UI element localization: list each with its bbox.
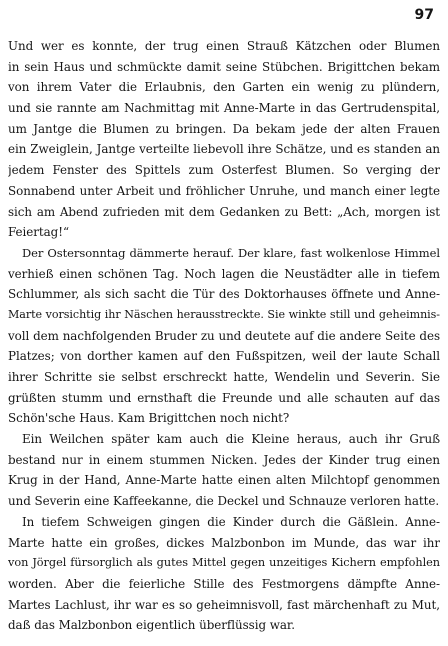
text-line: und sie rannte am Nachmittag mit Anne-Marte in das Gertrudenspital, [8,101,440,116]
text-line: Martes Lachlust, ihr war es so geheimnisvoll, fast märchenhaft zu Mut, [8,597,440,612]
text-line: worden. Aber die feierliche Stille des Festmorgens dämpfte Anne- [8,576,440,591]
text-line: von ihrem Vater die Erlaubnis, den Garten ein wenig zu plündern, [8,80,440,95]
text-line: Marte vorsichtig ihr Näschen herausstreckte. Sie winkte still und geheimnis- [8,307,440,321]
text-line: in sein Haus und schmückte damit seine Stübchen. Brigittchen bekam [8,59,440,74]
text-line: Sonnabend unter Arbeit und fröhlicher Unruhe, und manch einer legte [8,183,440,198]
text-line: von Jörgel fürsorglich als gutes Mittel gegen unzeitiges Kichern empfohlen [8,556,440,570]
text-line: Schön'sche Haus. Kam Brigittchen noch nicht? [8,411,290,426]
text-line: jedem Fenster des Spittels zum Osterfest Blumen. So verging der [8,163,440,178]
text-line: Ein Weilchen später kam auch die Kleine heraus, auch ihr Gruß [22,432,440,447]
text-line: um Jantge die Blumen zu bringen. Da bekam jede der alten Frauen [8,121,440,136]
text-line: und Severin eine Kaffeekanne, die Deckel und Schnauze verloren hatte. [8,494,440,509]
text-line: Der Ostersonntag dämmerte herauf. Der klare, fast wolkenlose Himmel [22,245,440,260]
text-line: In tiefem Schweigen gingen die Kinder durch die Gäßlein. Anne- [22,514,440,529]
text-line: bestand nur in einem stummen Nicken. Jedes der Kinder trug einen [8,452,440,467]
text-line: daß das Malzbonbon eigentlich überflüssig war. [8,618,295,633]
text-line: grüßten stumm und ernsthaft die Freunde und alle schauten auf das [8,390,440,405]
text-line: Krug in der Hand, Anne-Marte hatte einen alten Milchtopf genommen [8,473,440,488]
text-line: Feiertag!“ [8,225,69,240]
text-line: ein Zweiglein, Jantge verteilte liebevoll ihre Schätze, und es standen an [8,142,440,157]
text-line: ihrer Schritte sie selbst erschreckt hatte, Wendelin und Severin. Sie [8,370,440,384]
text-line: voll dem nachfolgenden Bruder zu und deutete auf die andere Seite des [8,328,440,343]
text-line: Schlummer, als sich sacht die Tür des Doktorhauses öffnete und Anne- [8,287,440,302]
text-line: Marte hatte ein großes, dickes Malzbonbon im Munde, das war ihr [8,535,440,550]
text-line: verhieß einen schönen Tag. Noch lagen die Neustädter alle in tiefem [8,266,440,281]
text-line: Und wer es konnte, der trug einen Strauß Kätzchen oder Blumen [8,39,440,53]
text-line: sich am Abend zufrieden mit dem Gedanken zu Bett: „Ach, morgen ist [8,204,440,219]
page-number: 97 [414,7,434,23]
page-body-text [8,36,440,636]
text-line: Platzes; von dorther kamen auf den Fußspitzen, weil der laute Schall [8,349,440,364]
